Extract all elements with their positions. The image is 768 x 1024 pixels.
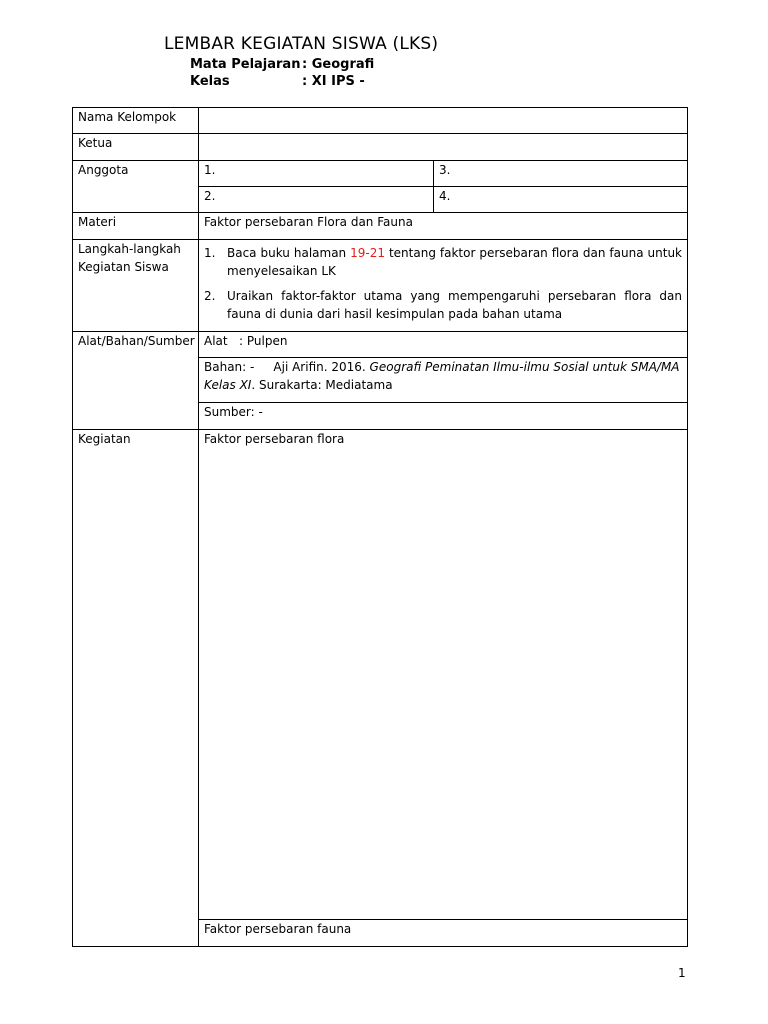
- members-label: Anggota: [73, 161, 199, 213]
- reference-suffix: . Surakarta: Mediatama: [251, 378, 393, 392]
- member-field-2[interactable]: 2.: [199, 187, 434, 213]
- steps-list: [204, 244, 682, 323]
- member-field-3[interactable]: 3.: [434, 161, 688, 187]
- flora-answer-area[interactable]: [199, 430, 688, 920]
- list-item: [204, 244, 682, 280]
- list-item: [204, 287, 682, 323]
- activity-label: Kegiatan: [73, 430, 199, 947]
- table-row: [73, 134, 688, 161]
- subject-line: [190, 57, 490, 73]
- step-text-start: Baca buku halaman: [227, 246, 351, 260]
- page-range-highlight: 19-21: [350, 246, 385, 260]
- step-number: 2.: [204, 289, 216, 303]
- fauna-answer-area[interactable]: [199, 920, 688, 947]
- steps-label: Langkah-langkah Kegiatan Siswa: [73, 240, 199, 332]
- document-title: LEMBAR KEGIATAN SISWA (LKS): [164, 34, 439, 54]
- materials-label: Alat/Bahan/Sumber: [73, 332, 199, 430]
- step-text-end: tentang faktor persebaran flora dan fauna untuk menyelesaikan LK: [227, 246, 682, 278]
- group-name-field[interactable]: [199, 108, 688, 134]
- table-row: [73, 213, 688, 240]
- fauna-heading: Faktor persebaran fauna: [204, 922, 352, 936]
- member-field-1[interactable]: 1.: [199, 161, 434, 187]
- leader-label: Ketua: [73, 134, 199, 161]
- subject-value: : Geografi: [302, 57, 375, 72]
- page-number: 1: [678, 966, 686, 980]
- table-row: [73, 108, 688, 134]
- topic-label: Materi: [73, 213, 199, 240]
- reference-value: [199, 358, 688, 403]
- flora-heading: Faktor persebaran flora: [204, 432, 345, 446]
- step-text: Uraikan faktor-faktor utama yang mempengaruhi persebaran flora dan fauna di dunia dari hasil kesimpulan pada bahan utama: [227, 289, 682, 321]
- class-line: [190, 74, 490, 90]
- table-row: [73, 430, 688, 920]
- topic-value: Faktor persebaran Flora dan Fauna: [199, 213, 688, 240]
- reference-book-title: Geografi Peminatan Ilmu-ilmu Sosial untuk SMA/MA Kelas XI: [204, 360, 680, 392]
- worksheet-table: [72, 107, 688, 947]
- source-value: Sumber: -: [199, 403, 688, 430]
- reference-prefix: Bahan: - Aji Arifin. 2016.: [204, 360, 370, 374]
- table-row: [73, 332, 688, 358]
- class-label: Kelas: [190, 74, 230, 89]
- steps-cell: [199, 240, 688, 332]
- leader-field[interactable]: [199, 134, 688, 161]
- tools-value: Alat : Pulpen: [199, 332, 688, 358]
- subject-label: Mata Pelajaran: [190, 57, 301, 72]
- table-row: [73, 161, 688, 187]
- class-value: : XI IPS -: [302, 74, 365, 89]
- group-name-label: Nama Kelompok: [73, 108, 199, 134]
- member-field-4[interactable]: 4.: [434, 187, 688, 213]
- step-number: 1.: [204, 246, 216, 260]
- table-row: [73, 240, 688, 332]
